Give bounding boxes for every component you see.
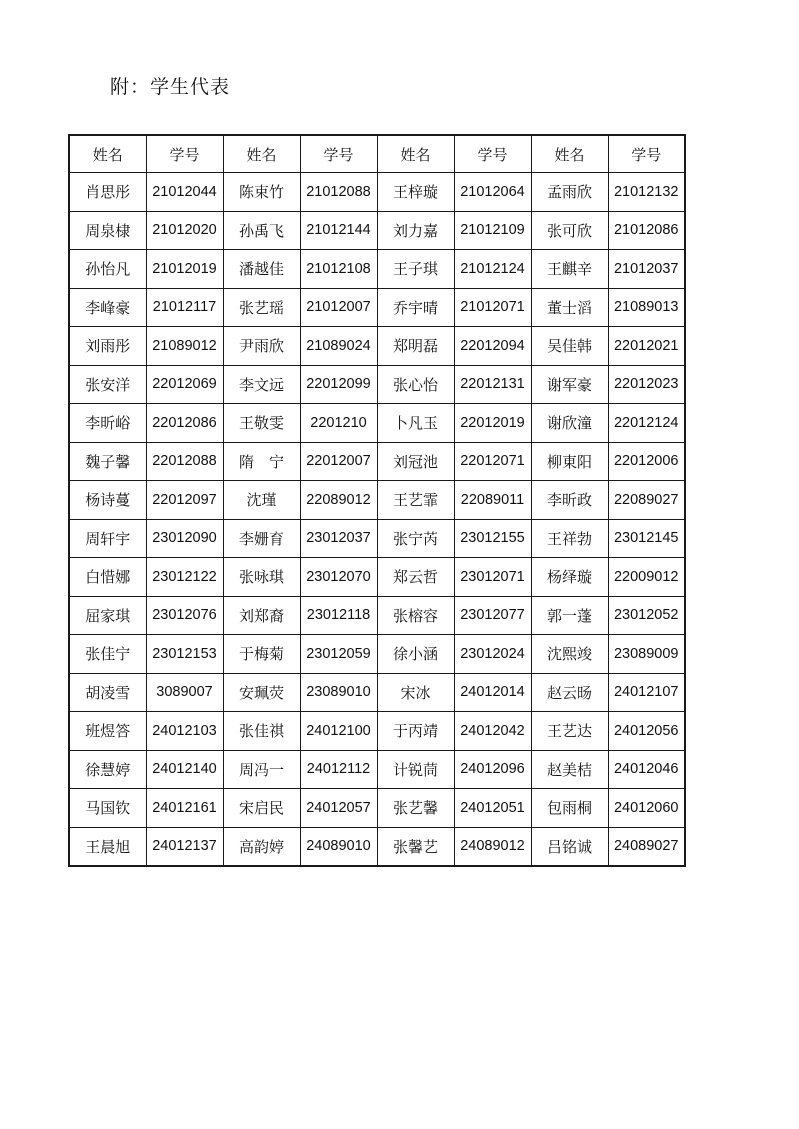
student-id-cell: 23012077 [454,596,531,635]
table-row [69,481,685,520]
student-name-cell: 潘越佳 [223,250,300,289]
student-id-cell: 22012069 [146,365,223,404]
student-name-cell: 魏子馨 [69,442,146,481]
table-row [69,635,685,674]
student-id-cell: 21012086 [608,211,685,250]
student-id-cell: 22089012 [300,481,377,520]
student-name-cell: 宋冰 [377,673,454,712]
student-id-cell: 22012097 [146,481,223,520]
student-name-cell: 周冯一 [223,750,300,789]
student-name-cell: 孟雨欣 [531,173,608,212]
student-name-cell: 计锐茼 [377,750,454,789]
student-name-cell: 张佳宁 [69,635,146,674]
student-name-cell: 王麒辛 [531,250,608,289]
student-id-cell: 24012107 [608,673,685,712]
student-id-cell: 22089027 [608,481,685,520]
student-id-cell: 22012007 [300,442,377,481]
table-row [69,173,685,212]
student-name-cell: 郭一蓬 [531,596,608,635]
student-id-cell: 21012071 [454,288,531,327]
student-id-cell: 21012109 [454,211,531,250]
student-id-cell: 21012124 [454,250,531,289]
student-name-cell: 李姗育 [223,519,300,558]
student-name-cell: 刘郑裔 [223,596,300,635]
student-name-cell: 张可欣 [531,211,608,250]
student-id-cell: 24012057 [300,789,377,828]
student-name-cell: 张咏琪 [223,558,300,597]
table-row [69,712,685,751]
student-name-cell: 王祥勃 [531,519,608,558]
student-id-cell: 22012099 [300,365,377,404]
student-name-cell: 安珮荧 [223,673,300,712]
table-row [69,404,685,443]
student-id-cell: 24012014 [454,673,531,712]
student-id-cell: 23012059 [300,635,377,674]
student-name-cell: 张佳祺 [223,712,300,751]
table-row [69,288,685,327]
student-name-cell: 李峰豪 [69,288,146,327]
student-id-cell: 22012124 [608,404,685,443]
student-name-cell: 张安洋 [69,365,146,404]
student-name-cell: 李昕峪 [69,404,146,443]
student-id-cell: 21012108 [300,250,377,289]
student-name-cell: 谢军豪 [531,365,608,404]
student-id-cell: 24012056 [608,712,685,751]
student-name-cell: 于梅菊 [223,635,300,674]
student-name-cell: 王敬雯 [223,404,300,443]
column-header-student-id: 学号 [300,135,377,173]
student-id-cell: 24012140 [146,750,223,789]
student-id-cell: 24012112 [300,750,377,789]
table-row [69,327,685,366]
student-name-cell: 吕铭诚 [531,827,608,866]
student-name-cell: 赵云旸 [531,673,608,712]
student-name-cell: 孙禹飞 [223,211,300,250]
column-header-name: 姓名 [531,135,608,173]
student-name-cell: 高韵婷 [223,827,300,866]
table-row [69,673,685,712]
student-name-cell: 尹雨欣 [223,327,300,366]
table-row [69,558,685,597]
student-id-cell: 24089012 [454,827,531,866]
column-header-student-id: 学号 [146,135,223,173]
student-id-cell: 24012137 [146,827,223,866]
student-name-cell: 谢欣潼 [531,404,608,443]
student-name-cell: 王晨旭 [69,827,146,866]
student-name-cell: 周泉棣 [69,211,146,250]
table-row [69,596,685,635]
student-id-cell: 23012145 [608,519,685,558]
student-id-cell: 22012023 [608,365,685,404]
student-id-cell: 21012037 [608,250,685,289]
student-name-cell: 张榕容 [377,596,454,635]
student-id-cell: 22009012 [608,558,685,597]
student-id-cell: 21012132 [608,173,685,212]
student-name-cell: 马国钦 [69,789,146,828]
student-name-cell: 徐慧婷 [69,750,146,789]
student-name-cell: 李文远 [223,365,300,404]
table-row [69,250,685,289]
student-id-cell: 21012019 [146,250,223,289]
student-name-cell: 董士滔 [531,288,608,327]
student-name-cell: 张馨艺 [377,827,454,866]
student-id-cell: 21012088 [300,173,377,212]
student-name-cell: 沈熙竣 [531,635,608,674]
student-name-cell: 屈家琪 [69,596,146,635]
student-id-cell: 23089010 [300,673,377,712]
student-id-cell: 22012019 [454,404,531,443]
student-name-cell: 陈束竹 [223,173,300,212]
student-id-cell: 22089011 [454,481,531,520]
student-id-cell: 23012090 [146,519,223,558]
student-id-cell: 22012006 [608,442,685,481]
student-id-cell: 24012060 [608,789,685,828]
student-name-cell: 郑明磊 [377,327,454,366]
student-representatives-table [68,134,686,867]
student-id-cell: 24012096 [454,750,531,789]
student-id-cell: 22012086 [146,404,223,443]
student-id-cell: 3089007 [146,673,223,712]
student-id-cell: 23012118 [300,596,377,635]
student-name-cell: 王梓璇 [377,173,454,212]
student-id-cell: 23012071 [454,558,531,597]
column-header-name: 姓名 [69,135,146,173]
student-id-cell: 2201210 [300,404,377,443]
student-name-cell: 沈瑾 [223,481,300,520]
student-id-cell: 22012094 [454,327,531,366]
column-header-name: 姓名 [377,135,454,173]
student-name-cell: 柳東阳 [531,442,608,481]
student-name-cell: 杨诗蔓 [69,481,146,520]
student-id-cell: 23012076 [146,596,223,635]
table-row [69,789,685,828]
student-id-cell: 22012131 [454,365,531,404]
student-id-cell: 22012071 [454,442,531,481]
student-id-cell: 23089009 [608,635,685,674]
student-name-cell: 李昕政 [531,481,608,520]
student-name-cell: 宋启民 [223,789,300,828]
student-id-cell: 21012117 [146,288,223,327]
student-id-cell: 23012070 [300,558,377,597]
student-id-cell: 23012024 [454,635,531,674]
table-row [69,827,685,866]
student-id-cell: 23012052 [608,596,685,635]
student-name-cell: 卜凡玉 [377,404,454,443]
student-id-cell: 22012021 [608,327,685,366]
column-header-student-id: 学号 [454,135,531,173]
table-row [69,519,685,558]
student-name-cell: 吴佳韩 [531,327,608,366]
student-id-cell: 23012122 [146,558,223,597]
student-name-cell: 隋 宁 [223,442,300,481]
student-id-cell: 24012161 [146,789,223,828]
student-name-cell: 刘力嘉 [377,211,454,250]
student-name-cell: 白惜娜 [69,558,146,597]
student-id-cell: 21012007 [300,288,377,327]
student-name-cell: 郑云哲 [377,558,454,597]
student-name-cell: 杨绎璇 [531,558,608,597]
student-id-cell: 24012103 [146,712,223,751]
student-name-cell: 胡凌雪 [69,673,146,712]
student-id-cell: 24012042 [454,712,531,751]
student-name-cell: 于丙靖 [377,712,454,751]
student-id-cell: 21012044 [146,173,223,212]
student-id-cell: 22012088 [146,442,223,481]
student-name-cell: 赵美桔 [531,750,608,789]
student-name-cell: 包雨桐 [531,789,608,828]
student-id-cell: 23012153 [146,635,223,674]
student-id-cell: 24012046 [608,750,685,789]
student-name-cell: 张艺馨 [377,789,454,828]
student-id-cell: 21012020 [146,211,223,250]
student-name-cell: 王子琪 [377,250,454,289]
student-name-cell: 张心怡 [377,365,454,404]
column-header-student-id: 学号 [608,135,685,173]
student-name-cell: 周轩宇 [69,519,146,558]
student-id-cell: 21089012 [146,327,223,366]
student-id-cell: 23012155 [454,519,531,558]
student-id-cell: 24089010 [300,827,377,866]
table-row [69,442,685,481]
student-name-cell: 张艺瑶 [223,288,300,327]
table-header-row [69,135,685,173]
student-id-cell: 21089024 [300,327,377,366]
student-id-cell: 21012064 [454,173,531,212]
student-id-cell: 24012100 [300,712,377,751]
student-name-cell: 刘雨彤 [69,327,146,366]
student-id-cell: 24012051 [454,789,531,828]
student-name-cell: 徐小涵 [377,635,454,674]
student-name-cell: 乔宇晴 [377,288,454,327]
page-heading: 附：学生代表 [110,76,231,98]
student-name-cell: 孙怡凡 [69,250,146,289]
table-row [69,211,685,250]
student-id-cell: 23012037 [300,519,377,558]
student-name-cell: 王艺霏 [377,481,454,520]
student-id-cell: 21089013 [608,288,685,327]
student-name-cell: 张宁芮 [377,519,454,558]
student-name-cell: 肖思彤 [69,173,146,212]
student-id-cell: 21012144 [300,211,377,250]
student-id-cell: 24089027 [608,827,685,866]
student-name-cell: 刘冠池 [377,442,454,481]
student-name-cell: 班煜答 [69,712,146,751]
student-name-cell: 王艺达 [531,712,608,751]
table-row [69,365,685,404]
column-header-name: 姓名 [223,135,300,173]
table-row [69,750,685,789]
